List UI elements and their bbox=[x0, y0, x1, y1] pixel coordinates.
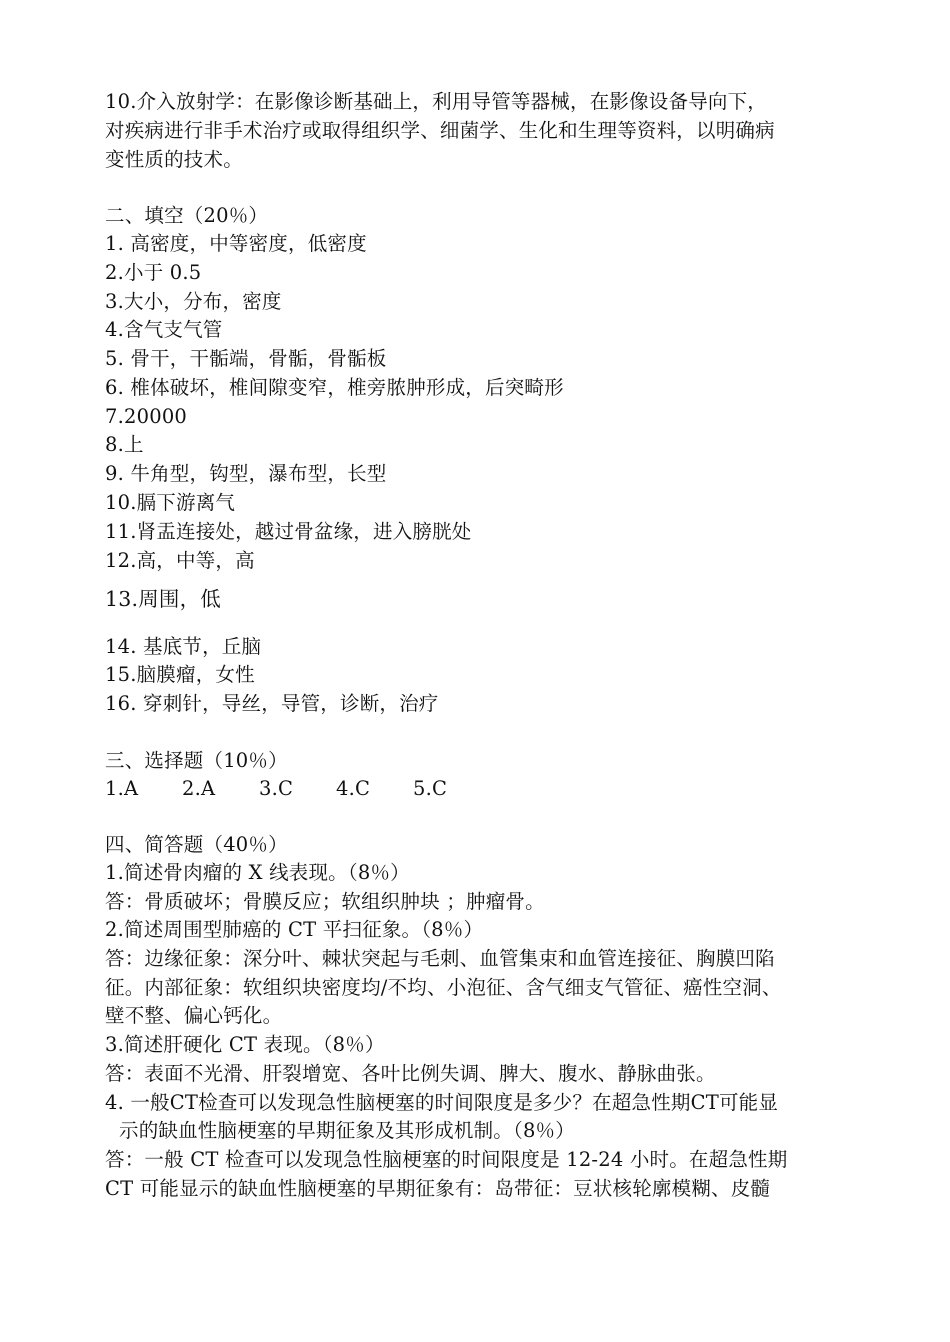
answer-text-line: 壁不整、偏心钙化。 bbox=[105, 1004, 283, 1027]
choice-answer: 4.C bbox=[336, 777, 371, 800]
answer-line: 13.周围，低 bbox=[105, 587, 222, 611]
choice-answer: 5.C bbox=[413, 777, 448, 800]
question-line: 3.简述肝硬化 CT 表现。（8％） bbox=[105, 1033, 385, 1056]
answer-text-line: 答：表面不光滑、肝裂增宽、各叶比例失调、脾大、腹水、静脉曲张。 bbox=[105, 1062, 716, 1085]
choice-answer: 2.A bbox=[182, 777, 216, 800]
answer-line: 7.20000 bbox=[105, 405, 188, 428]
choice-answers-row bbox=[105, 775, 490, 803]
section-heading-short: 四、简答题（40％） bbox=[105, 833, 288, 856]
definition-line: 10.介入放射学：在影像诊断基础上，利用导管等器械，在影像设备导向下， bbox=[105, 90, 768, 113]
question-line: 2.简述周围型肺癌的 CT 平扫征象。（8％） bbox=[105, 918, 484, 941]
answer-line: 8.上 bbox=[105, 433, 144, 456]
definition-line: 对疾病进行非手术治疗或取得组织学、细菌学、生化和生理等资料，以明确病 bbox=[105, 119, 775, 142]
answer-line: 5. 骨干，干骺端，骨骺，骨骺板 bbox=[105, 347, 387, 370]
answer-line: 14. 基底节，丘脑 bbox=[105, 635, 262, 658]
question-line: 4. 一般CT检查可以发现急性脑梗塞的时间限度是多少？在超急性期CT可能显 bbox=[105, 1091, 779, 1114]
choice-answer: 3.C bbox=[259, 777, 294, 800]
answer-text-line: 答：骨质破坏；骨膜反应；软组织肿块 ；肿瘤骨。 bbox=[105, 890, 545, 913]
answer-line: 3.大小，分布，密度 bbox=[105, 290, 282, 313]
answer-line: 1. 高密度，中等密度，低密度 bbox=[105, 232, 367, 255]
answer-text-line: 征。内部征象：软组织块密度均/不均、小泡征、含气细支气管征、癌性空洞、 bbox=[105, 976, 782, 999]
choice-answer: 1.A bbox=[105, 777, 139, 800]
answer-line: 2.小于 0.5 bbox=[105, 261, 202, 284]
answer-line: 12.高，中等，高 bbox=[105, 549, 255, 572]
answer-line: 6. 椎体破坏，椎间隙变窄，椎旁脓肿形成，后突畸形 bbox=[105, 376, 564, 399]
answer-line: 9. 牛角型，钩型，瀑布型，长型 bbox=[105, 462, 387, 485]
question-line: 1.简述骨肉瘤的 X 线表现。（8％） bbox=[105, 861, 410, 884]
answer-line: 15.脑膜瘤，女性 bbox=[105, 663, 255, 686]
answer-line: 16. 穿刺针，导丝，导管，诊断，治疗 bbox=[105, 692, 439, 715]
question-line: 示的缺血性脑梗塞的早期征象及其形成机制。（8％） bbox=[119, 1119, 575, 1142]
answer-text-line: CT 可能显示的缺血性脑梗塞的早期征象有：岛带征：豆状核轮廓模糊、皮髓 bbox=[105, 1177, 771, 1200]
answer-line: 10.膈下游离气 bbox=[105, 491, 236, 514]
answer-text-line: 答：边缘征象：深分叶、棘状突起与毛刺、血管集束和血管连接征、胸膜凹陷 bbox=[105, 947, 775, 970]
answer-line: 11.肾盂连接处，越过骨盆缘，进入膀胱处 bbox=[105, 520, 472, 543]
section-heading-choice: 三、选择题（10％） bbox=[105, 749, 288, 772]
answer-text-line: 答：一般 CT 检查可以发现急性脑梗塞的时间限度是 12-24 小时。在超急性期 bbox=[105, 1148, 788, 1171]
answer-line: 4.含气支气管 bbox=[105, 318, 223, 341]
section-heading-fill: 二、填空（20％） bbox=[105, 204, 269, 227]
definition-line: 变性质的技术。 bbox=[105, 148, 243, 171]
